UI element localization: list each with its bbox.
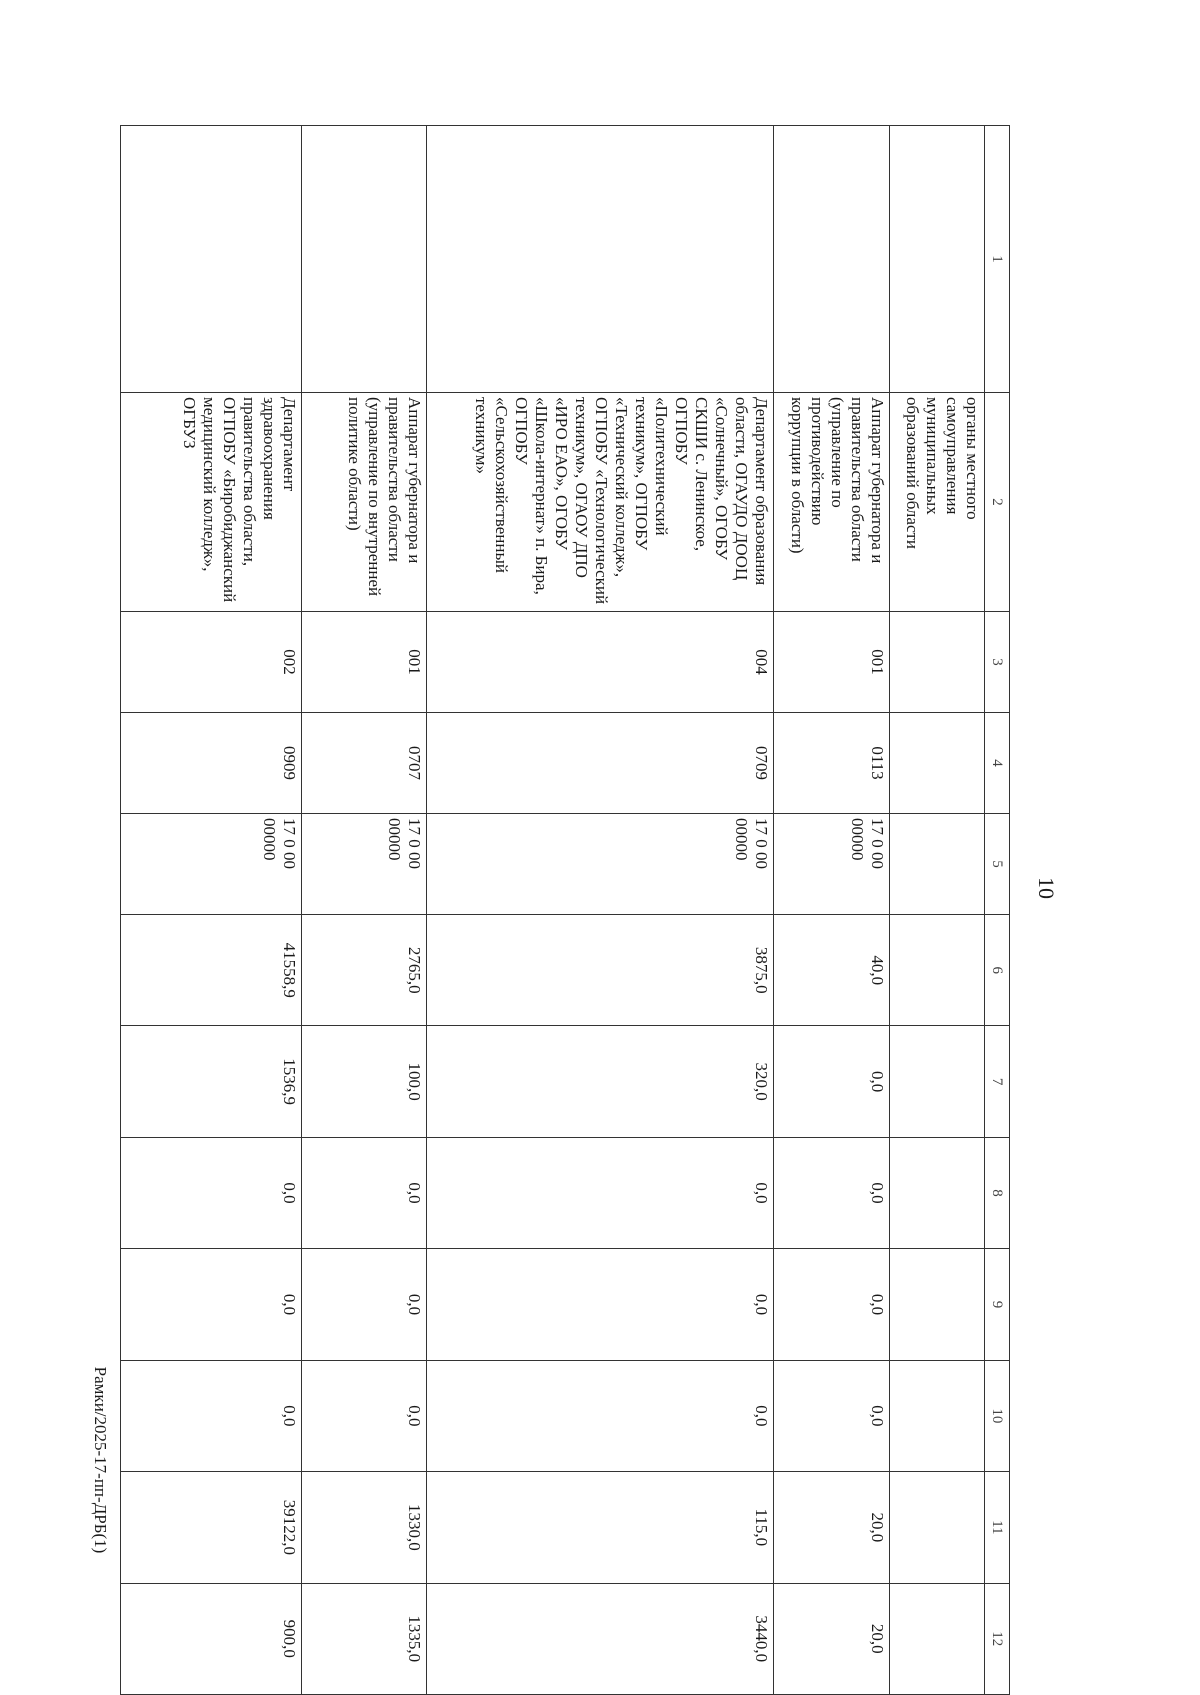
table-row (301, 126, 427, 1695)
col-header-4: 4 (985, 713, 1010, 814)
table-cell-col9: 0,0 (301, 1249, 427, 1360)
table-cell-col10: 0,0 (121, 1360, 302, 1471)
table-cell-col2: Департамент образования области, ОГАУДО ДООЦ «Солнечный», ОГОБУ СКШИ с. Ленинское, ОГПОБУ «Политехнический техникум», ОГПОБУ «Технический колледж», ОГПОБУ «Технологический техникум», ОГАОУ ДПО «ИРО ЕАО», ОГОБУ «Школа-интернат» п. Бира, ОГПОБУ «Сельскохозяйственный техникум» (427, 393, 774, 612)
col-header-9: 9 (985, 1249, 1010, 1360)
table-cell-col5: 17 0 00 00000 (301, 814, 427, 915)
table-cell-col2: Аппарат губернатора и правительства области (управление по внутренней политике области) (301, 393, 427, 612)
header-row (985, 126, 1010, 1695)
page-number: 10 (1034, 877, 1059, 899)
table-cell-col8 (889, 1137, 984, 1248)
table-cell-col4: 0909 (121, 713, 302, 814)
table-cell-col5 (889, 814, 984, 915)
rotated-table-container (120, 125, 1010, 1695)
table-cell-col3 (889, 612, 984, 713)
table-cell-col4: 0709 (427, 713, 774, 814)
col-header-12: 12 (985, 1583, 1010, 1694)
table-cell-col4: 0113 (774, 713, 890, 814)
table-cell-col2: Аппарат губернатора и правительства области (управление по противодействию коррупции в области) (774, 393, 890, 612)
table-cell-col9: 0,0 (774, 1249, 890, 1360)
table-cell-col6: 2765,0 (301, 915, 427, 1026)
table-cell-col10: 0,0 (427, 1360, 774, 1471)
table-cell-col11: 20,0 (774, 1472, 890, 1583)
table-cell-col2: органы местного самоуправления муниципальных образований области (889, 393, 984, 612)
table-cell-col7: 320,0 (427, 1026, 774, 1137)
table-cell-col8: 0,0 (301, 1137, 427, 1248)
table-cell-col5: 17 0 00 00000 (121, 814, 302, 915)
col-header-3: 3 (985, 612, 1010, 713)
table-cell-col1 (774, 126, 890, 393)
table-cell-col1 (301, 126, 427, 393)
table-row (889, 126, 984, 1695)
table-cell-col7: 100,0 (301, 1026, 427, 1137)
table-row (774, 126, 890, 1695)
table-cell-col6: 40,0 (774, 915, 890, 1026)
table-cell-col11 (889, 1472, 984, 1583)
document-reference: Рамки/2025-17-пп-ДРБ(1) (91, 1366, 110, 1554)
table-cell-col4: 0707 (301, 713, 427, 814)
table-cell-col1 (889, 126, 984, 393)
table-cell-col5: 17 0 00 00000 (774, 814, 890, 915)
table-cell-col12: 900,0 (121, 1583, 302, 1694)
table-cell-col10 (889, 1360, 984, 1471)
table-cell-col2: Департамент здравоохранения правительства области, ОГПОБУ «Биробиджанский медицинский колледж», ОГБУЗ (121, 393, 302, 612)
table-cell-col6: 3875,0 (427, 915, 774, 1026)
table-cell-col1 (427, 126, 774, 393)
table-cell-col11: 115,0 (427, 1472, 774, 1583)
table-cell-col12: 3440,0 (427, 1583, 774, 1694)
table-cell-col3: 001 (301, 612, 427, 713)
table-cell-col9: 0,0 (121, 1249, 302, 1360)
col-header-8: 8 (985, 1137, 1010, 1248)
col-header-11: 11 (985, 1472, 1010, 1583)
table-cell-col10: 0,0 (301, 1360, 427, 1471)
table-cell-col12: 20,0 (774, 1583, 890, 1694)
table-cell-col6 (889, 915, 984, 1026)
budget-table (120, 125, 1010, 1695)
table-cell-col9 (889, 1249, 984, 1360)
table-cell-col5: 17 0 00 00000 (427, 814, 774, 915)
table-cell-col7 (889, 1026, 984, 1137)
table-cell-col11: 1330,0 (301, 1472, 427, 1583)
table-cell-col3: 001 (774, 612, 890, 713)
col-header-5: 5 (985, 814, 1010, 915)
table-cell-col3: 004 (427, 612, 774, 713)
table-cell-col12 (889, 1583, 984, 1694)
table-cell-col7: 0,0 (774, 1026, 890, 1137)
table-cell-col10: 0,0 (774, 1360, 890, 1471)
table-cell-col11: 39122,0 (121, 1472, 302, 1583)
col-header-1: 1 (985, 126, 1010, 393)
table-cell-col6: 41558,9 (121, 915, 302, 1026)
col-header-10: 10 (985, 1360, 1010, 1471)
table-cell-col9: 0,0 (427, 1249, 774, 1360)
table-body (121, 126, 985, 1695)
table-cell-col3: 002 (121, 612, 302, 713)
table-cell-col12: 1335,0 (301, 1583, 427, 1694)
table-row (427, 126, 774, 1695)
table-cell-col8: 0,0 (774, 1137, 890, 1248)
table-row (121, 126, 302, 1695)
table-cell-col1 (121, 126, 302, 393)
col-header-7: 7 (985, 1026, 1010, 1137)
table-cell-col4 (889, 713, 984, 814)
table-cell-col8: 0,0 (427, 1137, 774, 1248)
table-cell-col8: 0,0 (121, 1137, 302, 1248)
col-header-6: 6 (985, 915, 1010, 1026)
table-cell-col7: 1536,9 (121, 1026, 302, 1137)
col-header-2: 2 (985, 393, 1010, 612)
